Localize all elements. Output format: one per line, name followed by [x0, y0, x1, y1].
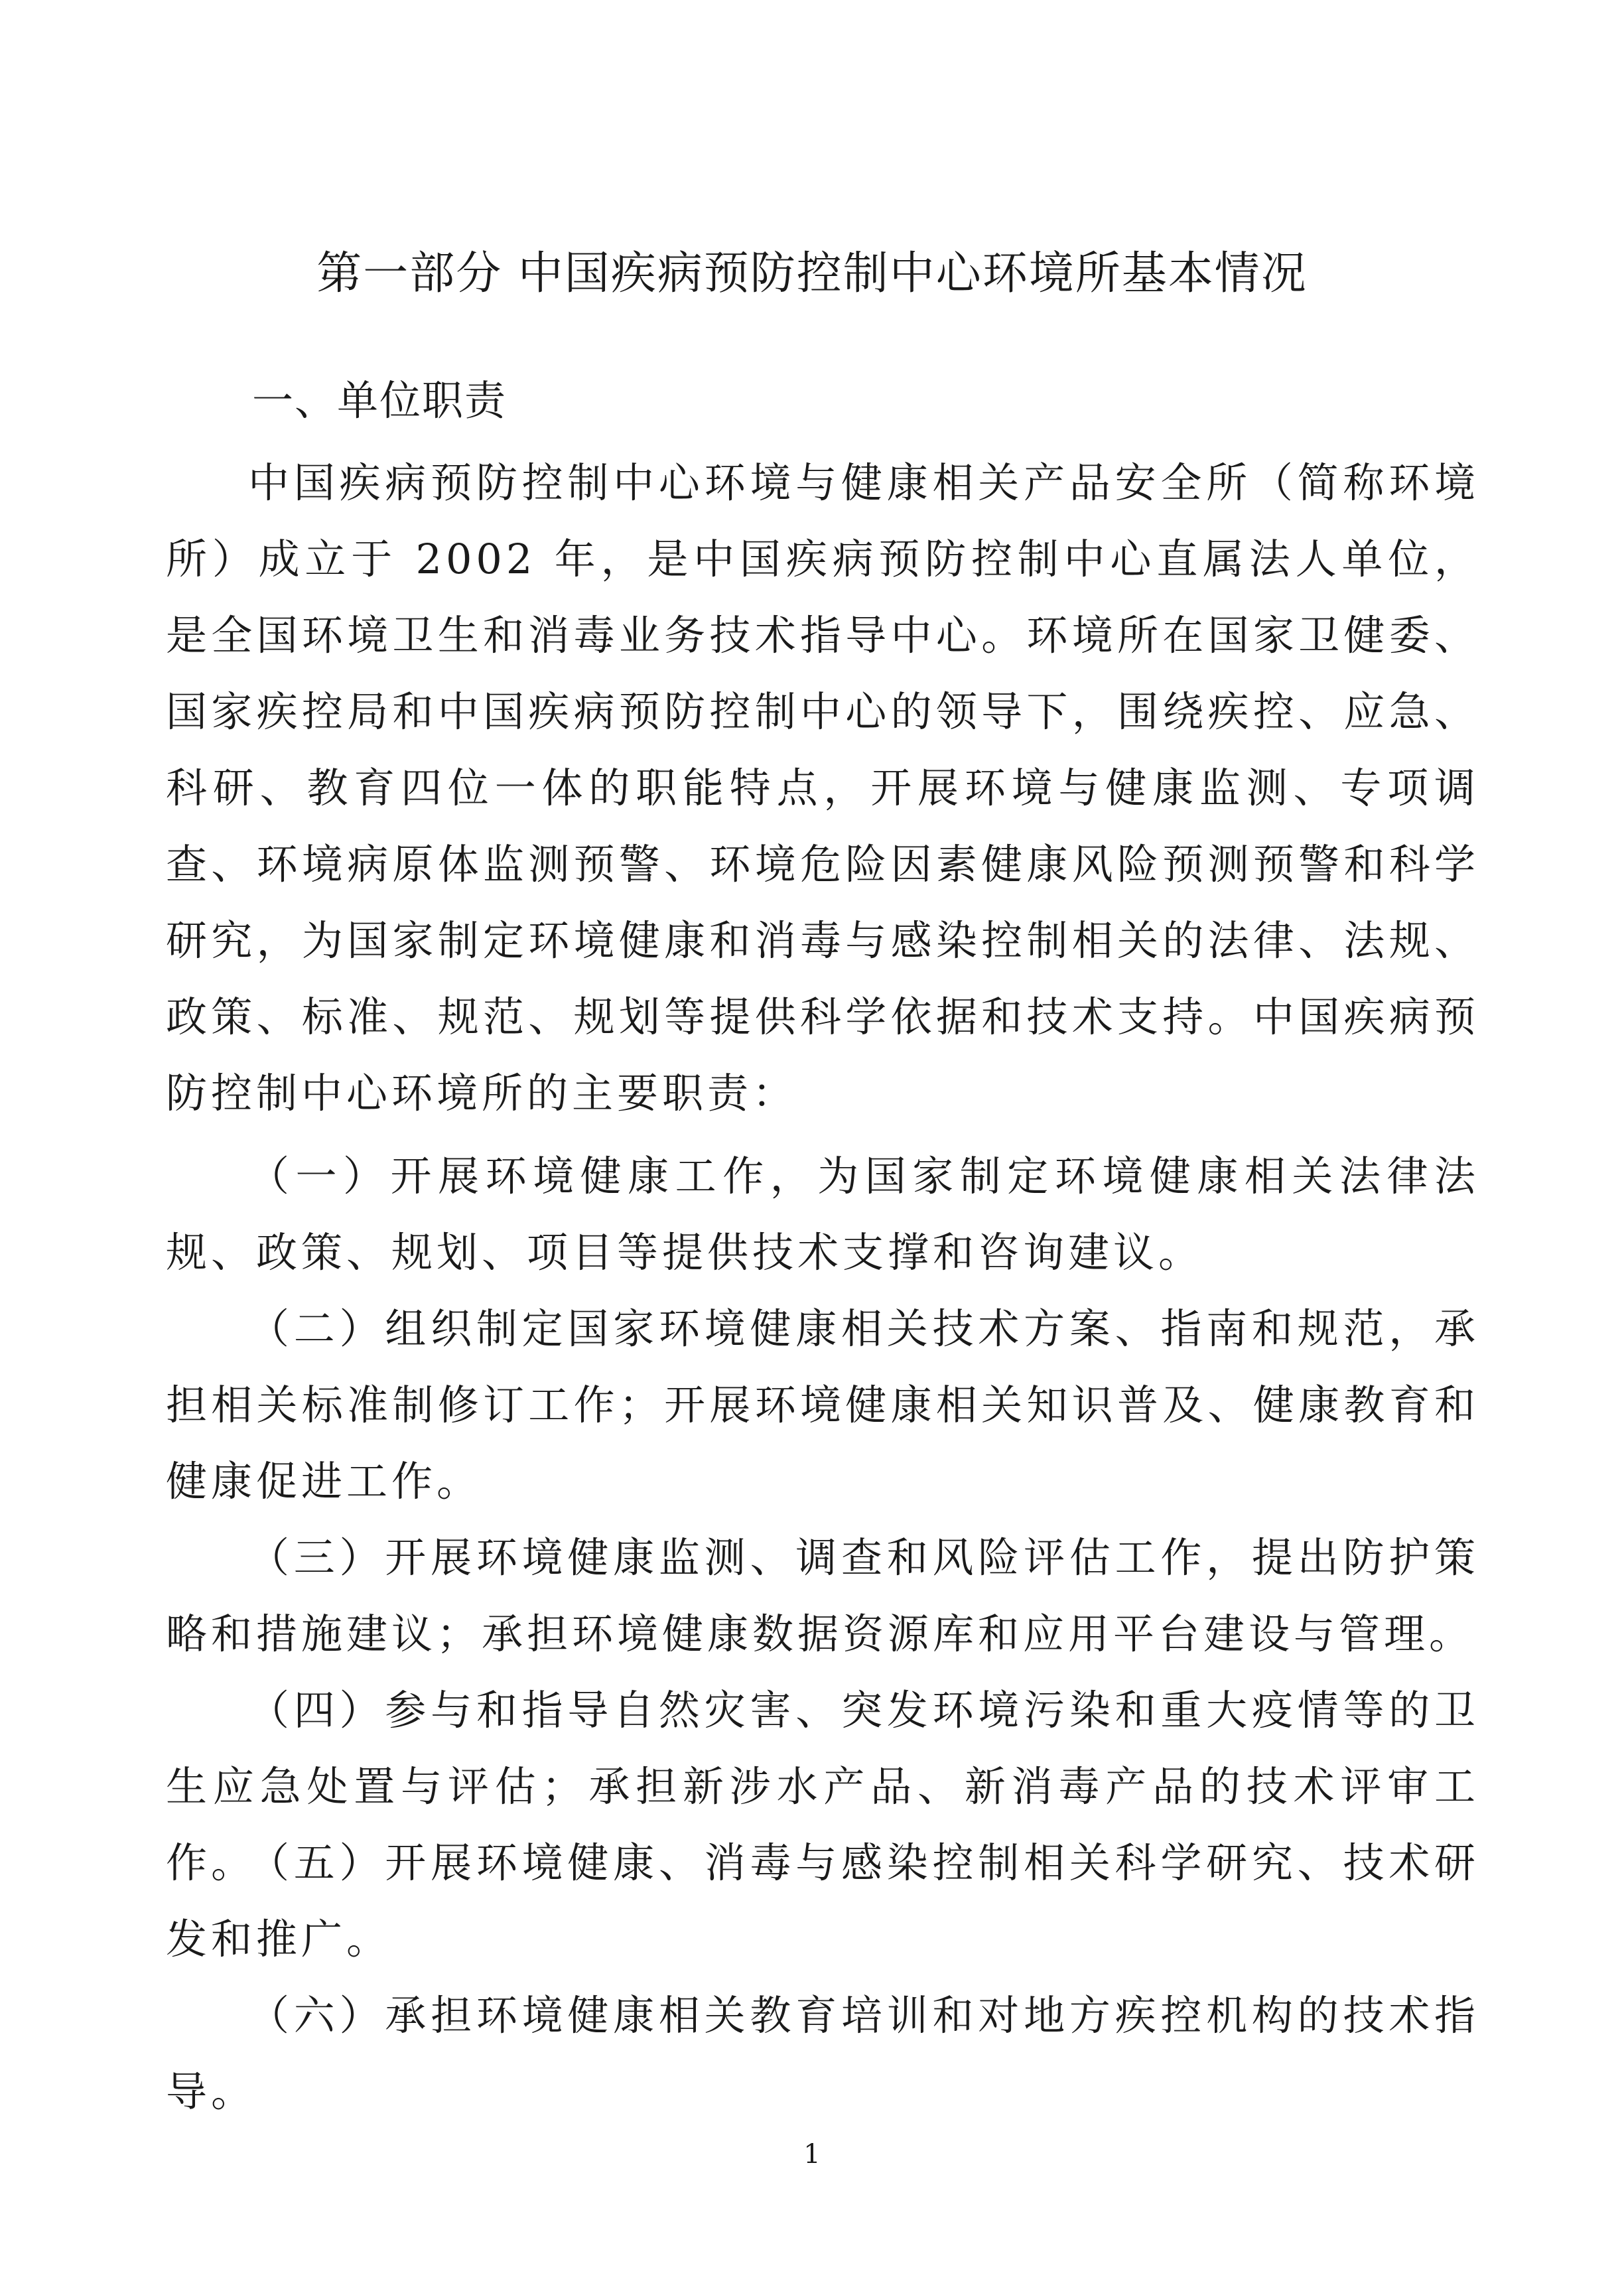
section-heading: 一、单位职责: [252, 376, 508, 425]
duty-paragraph-3: （三）开展环境健康监测、调查和风险评估工作，提出防护策略和措施建议；承担环境健康数据资源库和应用平台建设与管理。: [166, 1533, 1479, 1658]
intro-paragraph: 中国疾病预防控制中心环境与健康相关产品安全所（简称环境所）成立于 2002 年，是中国疾病预防控制中心直属法人单位，是全国环境卫生和消毒业务技术指导中心。环境所在国家卫健委、国家疾控局和中国疾病预防控制中心的领导下，围绕疾控、应急、科研、教育四位一体的职能特点，开展环境与健康监测、专项调查、环境病原体监测预警、环境危险因素健康风险预测预警和科学研究，为国家制定环境健康和消毒与感染控制相关的法律、法规、政策、标准、规范、规划等提供科学依据和技术支持。中国疾病预防控制中心环境所的主要职责：: [166, 458, 1479, 1117]
duty-paragraph-5: （五）开展环境健康、消毒与感染控制相关科学研究、技术研发和推广。: [166, 1839, 1479, 1963]
document-title: 第一部分 中国疾病预防控制中心环境所基本情况: [316, 247, 1308, 300]
duty-paragraph-2: （二）组织制定国家环境健康相关技术方案、指南和规范，承担相关标准制修订工作；开展环境健康相关知识普及、健康教育和健康促进工作。: [166, 1304, 1479, 1505]
page-number: 1: [803, 2139, 821, 2170]
duty-paragraph-4: （四）参与和指导自然灾害、突发环境污染和重大疫情等的卫生应急处置与评估；承担新涉水产品、新消毒产品的技术评审工作。: [166, 1686, 1479, 1887]
duty-paragraph-6: （六）承担环境健康相关教育培训和对地方疾控机构的技术指导。: [166, 1991, 1479, 2116]
duty-paragraph-1: （一）开展环境健康工作，为国家制定环境健康相关法律法规、政策、规划、项目等提供技术支撑和咨询建议。: [166, 1152, 1479, 1277]
